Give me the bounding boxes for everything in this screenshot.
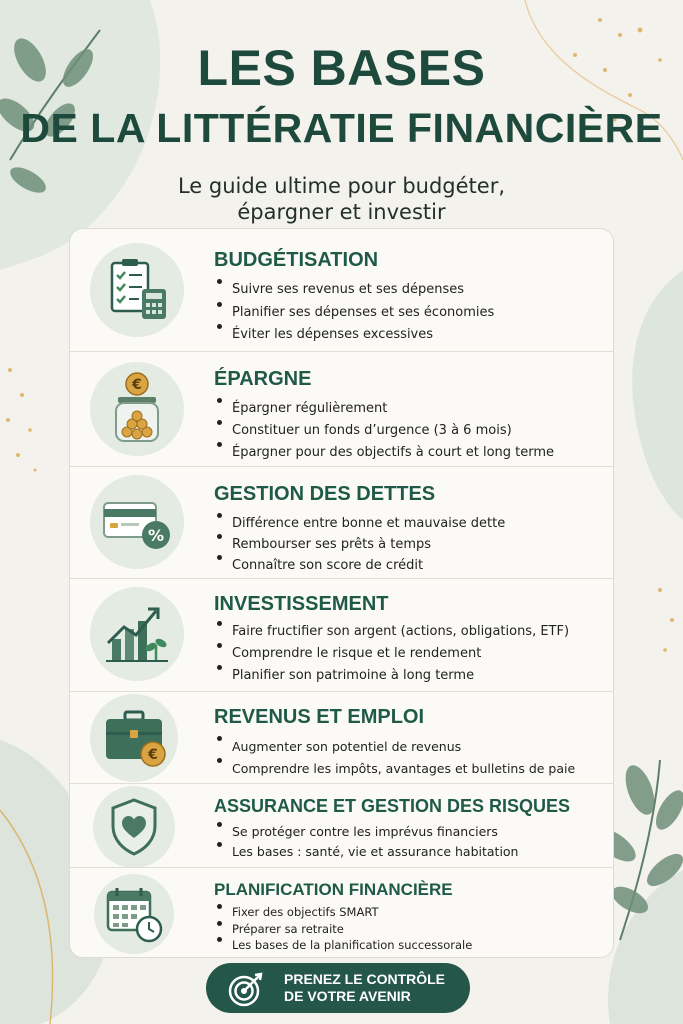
list-item: Se protéger contre les imprévus financiers [214, 822, 518, 842]
cta-line-2: DE VOTRE AVENIR [284, 988, 411, 1004]
list-item: Épargner régulièrement [214, 398, 554, 420]
list-item: Comprendre le risque et le rendement [214, 643, 569, 665]
list-item: Éviter les dépenses excessives [214, 324, 494, 347]
section-budgeting [70, 229, 613, 351]
target-arrow-icon [226, 969, 266, 1009]
section-investing [70, 578, 613, 692]
credit-card-percent-icon [90, 475, 184, 569]
subtitle-line-1: Le guide ultime pour budgéter, [177, 174, 506, 198]
section-income-employment [70, 691, 613, 784]
list-item: Les bases : santé, vie et assurance habitation [214, 842, 518, 862]
section-title: ÉPARGNE [214, 368, 312, 390]
section-list [214, 398, 554, 464]
list-item: Rembourser ses prêts à temps [214, 534, 505, 555]
briefcase-euro-icon [90, 694, 178, 782]
section-list [214, 822, 518, 862]
section-savings [70, 351, 613, 467]
svg-text:%: % [147, 526, 165, 545]
list-item: Constituer un fonds d’urgence (3 à 6 mois) [214, 420, 554, 442]
list-item: Épargner pour des objectifs à court et long terme [214, 442, 554, 464]
svg-text:€: € [148, 747, 158, 763]
growth-chart-icon [90, 587, 184, 681]
section-list [214, 736, 575, 780]
section-list [214, 513, 505, 576]
section-financial-planning [70, 867, 613, 958]
section-title: BUDGÉTISATION [214, 249, 379, 271]
page-title-line-1: LES BASES [197, 40, 486, 96]
list-item: Différence entre bonne et mauvaise dette [214, 513, 505, 534]
cta-button[interactable] [206, 963, 470, 1013]
checklist-calculator-icon [90, 243, 184, 337]
list-item: Fixer des objectifs SMART [214, 904, 472, 921]
section-title: ASSURANCE ET GESTION DES RISQUES [214, 796, 571, 816]
list-item: Comprendre les impôts, avantages et bulletins de paie [214, 758, 575, 780]
list-item: Suivre ses revenus et ses dépenses [214, 279, 494, 302]
section-list [214, 904, 472, 954]
svg-text:€: € [132, 377, 142, 393]
topics-card [69, 228, 614, 958]
section-title: REVENUS ET EMPLOI [214, 706, 425, 728]
section-insurance-risk [70, 783, 613, 868]
list-item: Augmenter son potentiel de revenus [214, 736, 575, 758]
section-list [214, 621, 569, 687]
page-title-line-2: DE LA LITTÉRATIE FINANCIÈRE [20, 105, 663, 151]
shield-heart-icon [93, 786, 175, 868]
list-item: Planifier son patrimoine à long terme [214, 665, 569, 687]
subtitle-line-2: épargner et investir [237, 200, 446, 224]
list-item: Planifier ses dépenses et ses économies [214, 302, 494, 325]
list-item: Préparer sa retraite [214, 921, 472, 938]
list-item: Les bases de la planification successorale [214, 937, 472, 954]
list-item: Connaître son score de crédit [214, 555, 505, 576]
coin-jar-icon [90, 362, 184, 456]
cta-label [284, 971, 445, 1005]
section-list [214, 279, 494, 347]
section-title: INVESTISSEMENT [214, 593, 389, 615]
section-title: PLANIFICATION FINANCIÈRE [214, 880, 453, 899]
calendar-clock-icon [94, 874, 174, 954]
cta-line-1: PRENEZ LE CONTRÔLE [284, 971, 446, 987]
section-debt-management [70, 466, 613, 579]
section-title: GESTION DES DETTES [214, 483, 436, 505]
list-item: Faire fructifier son argent (actions, obligations, ETF) [214, 621, 569, 643]
